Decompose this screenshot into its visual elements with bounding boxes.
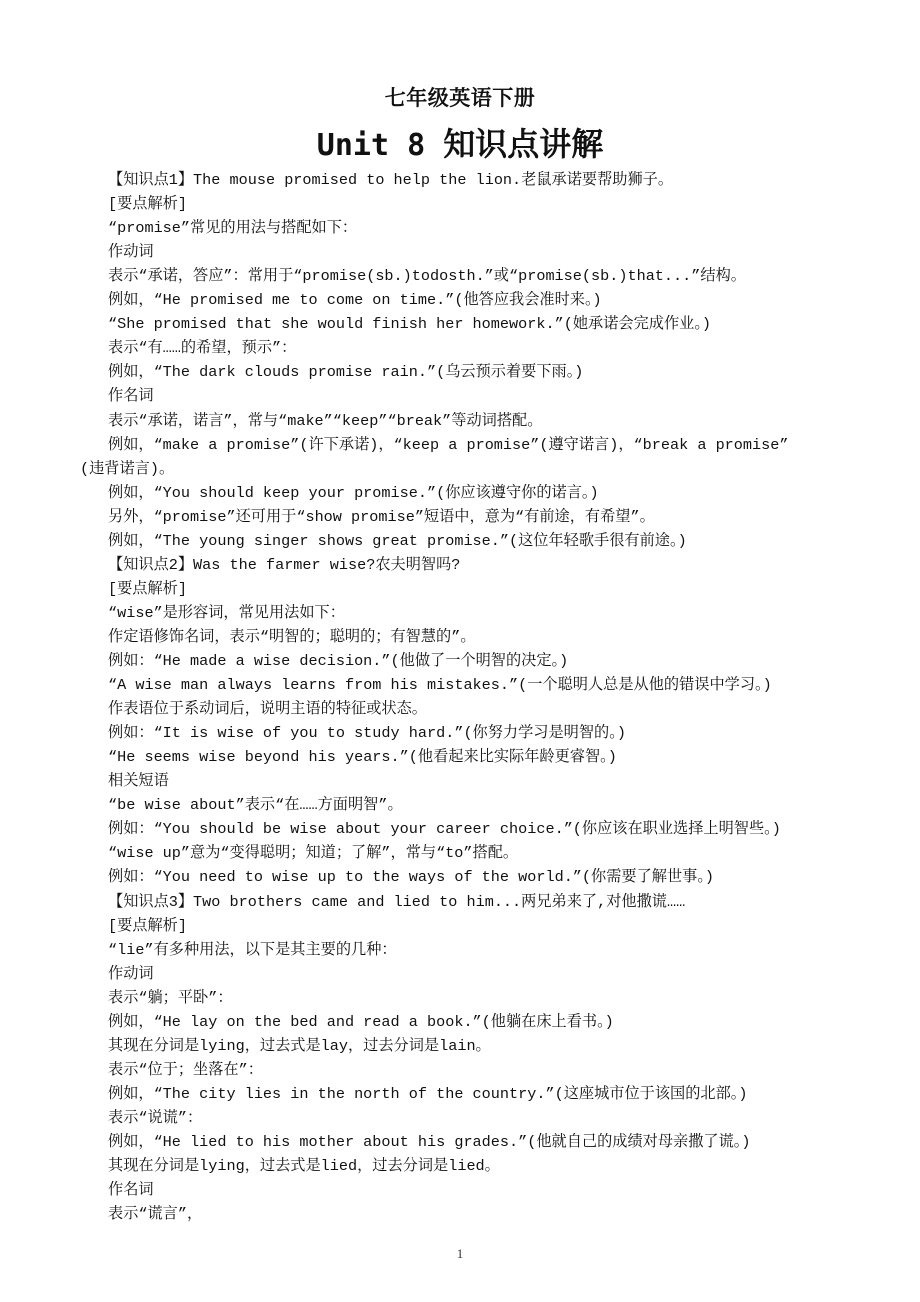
text-line: 另外，“promise”还可用于“show promise”短语中，意为“有前途，有希望”。 — [108, 507, 655, 526]
text-line: 表示“说谎”： — [108, 1108, 203, 1127]
title-english-part: Unit 8 — [316, 128, 444, 163]
text-line: 其现在分词是lying，过去式是lay，过去分词是lain。 — [108, 1036, 491, 1055]
text-line: 【知识点1】The mouse promised to help the lion.老鼠承诺要帮助狮子。 — [108, 171, 674, 189]
text-line: 作动词 — [108, 964, 154, 983]
text-line: 表示“躺；平卧”： — [108, 988, 233, 1007]
text-line: 例如，“He promised me to come on time.”(他答应我会准时来。) — [108, 291, 602, 310]
text-line: “wise”是形容词，常见用法如下： — [108, 603, 345, 622]
text-line: “be wise about”表示“在……方面明智”。 — [108, 796, 403, 815]
text-line: 表示“位于；坐落在”： — [108, 1060, 263, 1079]
text-line: [要点解析] — [108, 195, 187, 214]
title-chinese-part: 知识点讲解 — [443, 125, 604, 163]
text-line: 例如：“It is wise of you to study hard.”(你努力学习是明智的。) — [108, 724, 626, 743]
text-line: 例如，“The young singer shows great promise.”(这位年轻歌手很有前途。) — [108, 531, 687, 550]
text-line: “He seems wise beyond his years.”(他看起来比实际年龄更睿智。) — [108, 748, 617, 767]
text-line: “She promised that she would finish her homework.”(她承诺会完成作业。) — [108, 315, 712, 334]
text-line: 例如，“He lay on the bed and read a book.”(他躺在床上看书。) — [108, 1012, 614, 1031]
document-title — [0, 122, 920, 168]
text-line: “promise”常见的用法与搭配如下： — [108, 219, 358, 238]
text-line: 【知识点3】Two brothers came and lied to him...两兄弟来了,对他撒谎…… — [108, 892, 686, 911]
text-line: 表示“谎言”， — [108, 1205, 203, 1224]
text-line: 作动词 — [108, 243, 154, 262]
text-line: 相关短语 — [108, 772, 169, 791]
text-line: 例如：“You should be wise about your career choice.”(你应该在职业选择上明智些。) — [108, 820, 781, 839]
text-line: “A wise man always learns from his mistakes.”(一个聪明人总是从他的错误中学习。) — [108, 676, 772, 695]
text-line: 例如：“You need to wise up to the ways of the world.”(你需要了解世事。) — [108, 868, 715, 887]
text-line: 作表语位于系动词后，说明主语的特征或状态。 — [108, 700, 427, 719]
text-line: 例如：“He made a wise decision.”(他做了一个明智的决定。) — [108, 652, 569, 670]
text-line: 其现在分词是lying，过去式是lied，过去分词是lied。 — [108, 1157, 500, 1176]
text-line: 【知识点2】Was the farmer wise?农夫明智吗? — [108, 555, 461, 574]
text-line: 作名词 — [108, 387, 154, 406]
text-line: 例如，“He lied to his mother about his grades.”(他就自己的成绩对母亲撒了谎。) — [108, 1133, 751, 1151]
text-line: 表示“有……的希望，预示”： — [108, 339, 297, 358]
text-line: 例如，“make a promise”(许下承诺)，“keep a promise”(遵守诺言)，“break a promise” — [108, 435, 789, 454]
text-line: 表示“承诺，诺言”，常与“make”“keep”“break”等动词搭配。 — [108, 411, 543, 430]
text-line: (违背诺言)。 — [80, 459, 175, 478]
text-line: 例如，“The dark clouds promise rain.”(乌云预示着要下雨。) — [108, 363, 584, 382]
text-line: “wise up”意为“变得聪明；知道；了解”，常与“to”搭配。 — [108, 844, 519, 863]
text-line: “lie”有多种用法，以下是其主要的几种： — [108, 940, 397, 959]
document-subtitle: 七年级英语下册 — [384, 86, 536, 110]
text-line: 表示“承诺，答应”：常用于“promise(sb.)todosth.”或“promise(sb.)that...”结构。 — [108, 267, 746, 286]
text-line: [要点解析] — [108, 579, 187, 598]
page-number: 1 — [456, 1246, 464, 1261]
text-line: [要点解析] — [108, 916, 187, 935]
text-line: 作名词 — [108, 1181, 154, 1200]
text-line: 作定语修饰名词，表示“明智的；聪明的；有智慧的”。 — [108, 627, 476, 646]
text-line: 例如，“You should keep your promise.”(你应该遵守你的诺言。) — [108, 483, 599, 502]
text-line: 例如，“The city lies in the north of the country.”(这座城市位于该国的北部。) — [108, 1084, 748, 1103]
